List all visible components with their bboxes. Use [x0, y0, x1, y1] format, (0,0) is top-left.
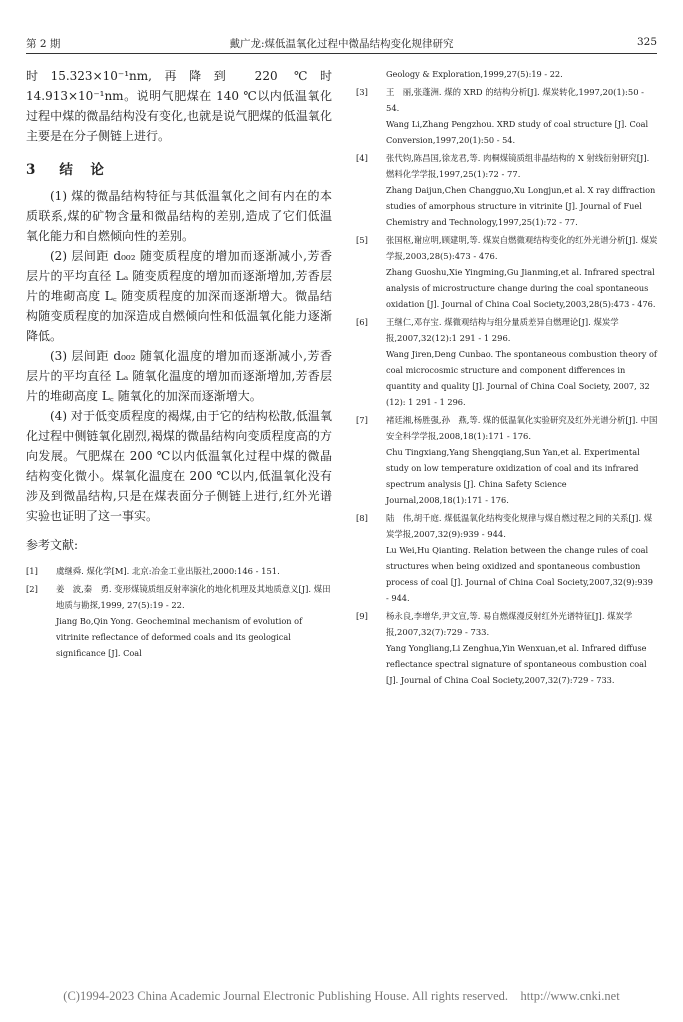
header-rule — [26, 53, 657, 54]
issue-number: 第 2 期 — [26, 38, 61, 50]
copyright-footer: (C)1994-2023 China Academic Journal Electronic Publishing House. All rights reserved. http://www.cnki.net — [63, 989, 620, 1003]
reference-item — [26, 563, 332, 579]
conclusion-1: (1) 煤的微晶结构特征与其低温氧化之间有内在的本质联系,煤的矿物含量和微晶结构的差别,造成了它们低温氧化能力和自燃倾向性的差别。 — [26, 189, 332, 243]
section-heading — [26, 158, 332, 178]
reference-english: Zhang Daijun,Chen Changguo,Xu Longjun,et al. X ray diffraction studies of amorphous structure in vitrinite [J]. Journal of Fuel Chemistry and Technology,1997,25(1):72 - 77. — [386, 185, 656, 227]
reference-number: [3] — [356, 87, 368, 97]
reference-english: Zhang Guoshu,Xie Yingming,Gu Jianming,et al. Infrared spectral analysis of microstructure change during the coal spontaneous oxidation [J]. Journal of China Coal Society,2003,28(5):473 - 476. — [386, 267, 656, 309]
reference-item — [356, 608, 658, 688]
reference-number: [1] — [26, 566, 38, 576]
reference-chinese: 姜 波,秦 勇. 变形煤镜质组反射率演化的地化机理及其地质意义[J]. 煤田地质与勘探,1999, 27(5):19 - 22. — [56, 584, 331, 610]
reference-item — [356, 314, 658, 410]
reference-english: Jiang Bo,Qin Yong. Geocheminal mechanism of evolution of vitrinite reflectance of deformed coals and its geological significance [J]. Coal — [56, 616, 303, 658]
running-title: 戴广龙:煤低温氧化过程中微晶结构变化规律研究 — [229, 38, 454, 50]
reference-english: Chu Tingxiang,Yang Shengqiang,Sun Yan,et al. Experimental study on low temperature oxidization of coal and its infrared spectrum analysis [J]. China Safety Science Journal,2008,18(1):171 - 176. — [386, 447, 640, 505]
reference-chinese: 虞继舜. 煤化学[M]. 北京:冶金工业出版社,2000:146 - 151. — [56, 566, 280, 576]
reference-number: [2] — [26, 584, 38, 594]
reference-number: [7] — [356, 415, 368, 425]
section-number: 3 — [26, 162, 38, 178]
reference-chinese: 张代钧,陈昌国,徐龙君,等. 肉桐煤镜质组非晶结构的 X 射线衍射研究[J]. 燃料化学学报,1997,25(1):72 - 77. — [386, 153, 650, 179]
page-number: 325 — [636, 36, 657, 48]
reference-item — [356, 66, 658, 82]
reference-english: Geology & Exploration,1999,27(5):19 - 22. — [386, 69, 563, 79]
conclusion-4: (4) 对于低变质程度的褐煤,由于它的结构松散,低温氧化过程中侧链氧化剧烈,褐煤的微晶结构向变质程度高的方向发展。气肥煤在 200 ℃以内低温氧化过程中煤的微晶结构变化微小。煤氧化温度在 200 ℃以内,低温氧化没有涉及到微晶结构,只是在煤表面分子侧链上进行,红外光谱实验也证明了这一事实。 — [26, 409, 332, 523]
reference-number: [9] — [356, 611, 368, 621]
references-list-left — [26, 563, 332, 661]
reference-english: Yang Yongliang,Li Zenghua,Yin Wenxuan,et al. Infrared diffuse reflectance spectral signature of spontaneous combustion coal [J]. Journal of China Coal Society,2007,32(7):729 - 733. — [386, 643, 647, 685]
reference-item — [356, 412, 658, 508]
reference-english: Wang Li,Zhang Pengzhou. XRD study of coal structure [J]. Coal Conversion,1997,20(1):50 - 54. — [386, 119, 649, 145]
right-column — [356, 66, 658, 690]
left-column — [26, 66, 332, 663]
reference-item — [356, 510, 658, 606]
conclusion-2: (2) 层间距 d₀₀₂ 随变质程度的增加而逐渐减小,芳香层片的平均直径 Lₐ 随变质程度的增加而逐渐增加,芳香层片的堆砌高度 L꜀ 随变质程度的加深而逐渐增大。微晶结构随变质程度的加深造成自燃倾向性和低温氧化能力逐渐降低。 — [26, 249, 332, 343]
intro-paragraph: 时15.323×10⁻¹nm,再降到 220 ℃时 14.913×10⁻¹nm。说明气肥煤在 140 ℃以内低温氧化过程中煤的微晶结构没有变化,也就是说气肥煤的低温氧化主要是在分子侧链上进行。 — [26, 69, 332, 143]
reference-item — [356, 84, 658, 148]
reference-item — [356, 232, 658, 312]
reference-item — [26, 581, 332, 661]
reference-english: Lu Wei,Hu Qianting. Relation between the change rules of coal structures when being oxidized and spontaneous combustion process of coal [J]. Journal of China Coal Society,2007,32(9):939 - 944. — [386, 545, 653, 603]
reference-number: [8] — [356, 513, 368, 523]
reference-number: [6] — [356, 317, 368, 327]
reference-chinese: 陆 伟,胡千庭. 煤低温氧化结构变化规律与煤自燃过程之间的关系[J]. 煤炭学报,2007,32(9):939 - 944. — [386, 513, 653, 539]
reference-number: [4] — [356, 153, 368, 163]
conclusion-3: (3) 层间距 d₀₀₂ 随氧化温度的增加而逐渐减小,芳香层片的平均直径 Lₐ 随氧化温度的增加而逐渐增加,芳香层片的堆砌高度 L꜀ 随氧化的加深而逐渐增大。 — [26, 349, 332, 403]
references-heading: 参考文献: — [26, 538, 79, 552]
references-list-right — [356, 66, 658, 688]
reference-chinese: 王 丽,张蓬洲. 煤的 XRD 的结构分析[J]. 煤炭转化,1997,20(1):50 - 54. — [386, 87, 645, 113]
reference-item — [356, 150, 658, 230]
reference-english: Wang Jiren,Deng Cunbao. The spontaneous combustion theory of coal microcosmic structure and component differences in quantity and quality [J]. Journal of China Coal Society, 2007, 32 (12): 1 291 - 1 296. — [386, 349, 657, 407]
section-title: 结 论 — [59, 162, 106, 178]
reference-chinese: 杨永良,李增华,尹文宣,等. 易自燃煤漫反射红外光谱特征[J]. 煤炭学报,2007,32(7):729 - 733. — [386, 611, 633, 637]
running-header — [26, 36, 657, 50]
reference-chinese: 张国枢,谢应明,顾建明,等. 煤炭自燃微观结构变化的红外光谱分析[J]. 煤炭学报,2003,28(5):473 - 476. — [386, 235, 658, 261]
reference-number: [5] — [356, 235, 368, 245]
reference-chinese: 王继仁,邓存宝. 煤微观结构与组分量质差异自燃理论[J]. 煤炭学报,2007,32(12):1 291 - 1 296. — [386, 317, 619, 343]
reference-chinese: 褚廷湘,杨胜强,孙 燕,等. 煤的低温氧化实验研究及红外光谱分析[J]. 中国安全科学学报,2008,18(1):171 - 176. — [386, 415, 658, 441]
